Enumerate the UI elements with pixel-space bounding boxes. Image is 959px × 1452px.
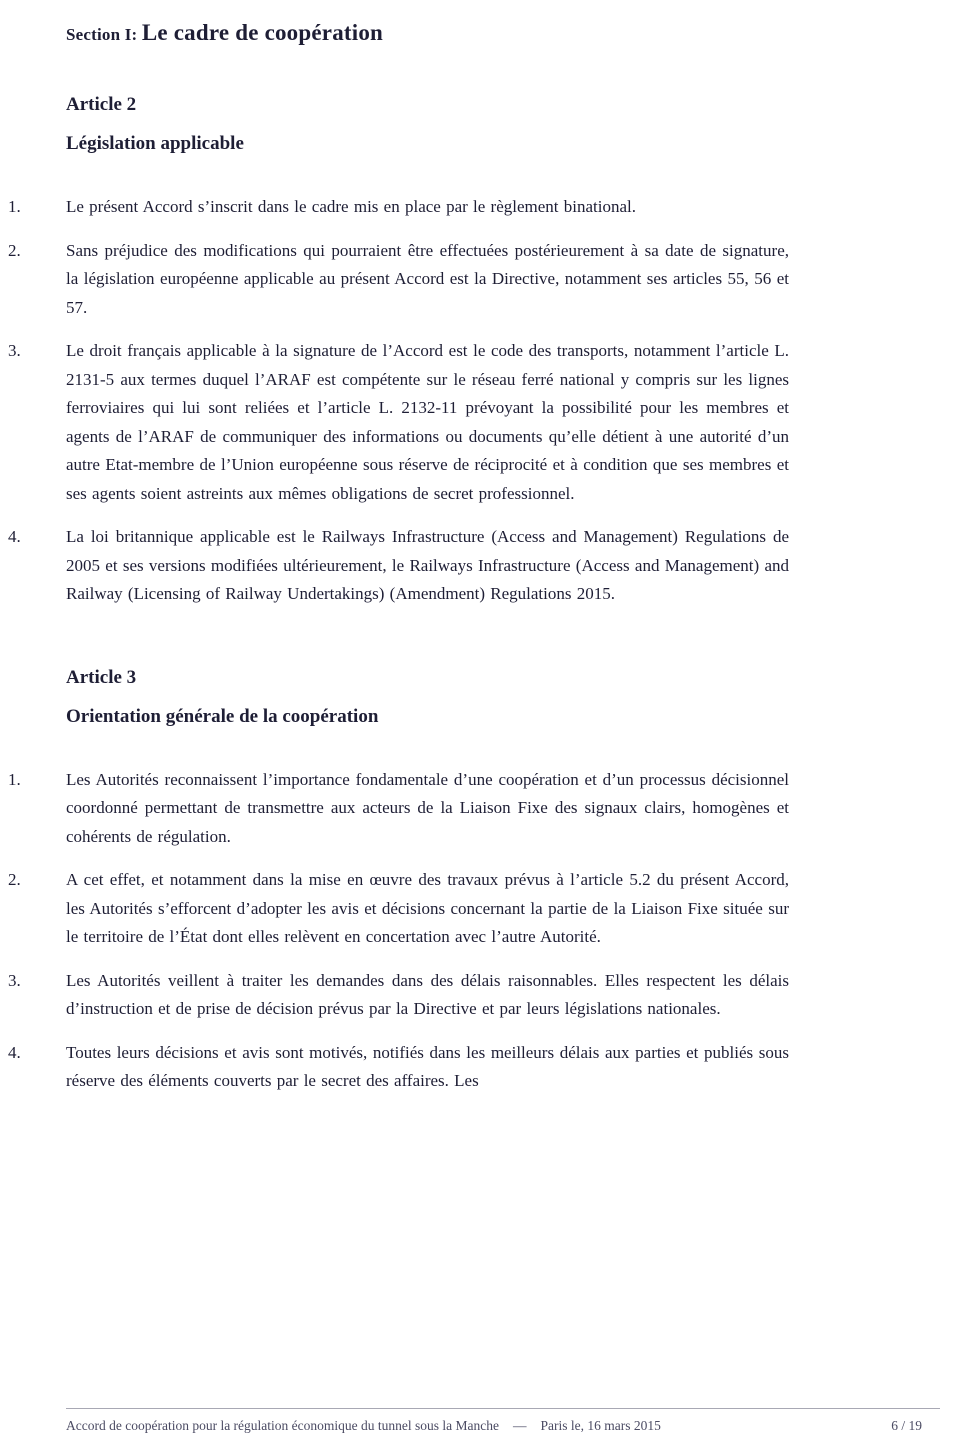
item-text: Les Autorités veillent à traiter les demandes dans des délais raisonnables. Elles respectent les délais d’instruction et de prise de décision prévus par la Directive et par leurs législations nationales. bbox=[66, 970, 789, 1018]
footer-date: Paris le, 16 mars 2015 bbox=[540, 1418, 661, 1433]
footer-document-title: Accord de coopération pour la régulation économique du tunnel sous la Manche bbox=[66, 1418, 499, 1433]
article-subtitle: Législation applicable bbox=[66, 133, 244, 154]
article-2 bbox=[8, 94, 789, 609]
article-3 bbox=[8, 666, 789, 1096]
page-number: 6 / 19 bbox=[891, 1418, 922, 1433]
item-number: 4. bbox=[8, 1042, 21, 1062]
article-subtitle: Orientation générale de la coopération bbox=[66, 705, 379, 727]
item-text: A cet effet, et notamment dans la mise en œuvre des travaux prévus à l’article 5.2 du présent Accord, les Autorités s’efforcent d’adopter les avis et décisions concernant la partie de la Liaison Fixe située sur le territoire de l’État dont elles relèvent en concertation avec l’autre Autorité. bbox=[66, 870, 789, 946]
item-number: 3. bbox=[8, 341, 21, 360]
section-heading bbox=[66, 20, 789, 46]
list-item bbox=[8, 967, 789, 1024]
item-text: Le présent Accord s’inscrit dans le cadre mis en place par le règlement binational. bbox=[66, 197, 636, 216]
list-item bbox=[8, 1039, 789, 1096]
list-item bbox=[8, 866, 789, 952]
list-item bbox=[8, 193, 789, 222]
item-number: 2. bbox=[8, 870, 21, 889]
item-number: 2. bbox=[8, 240, 21, 260]
article-title: Article 2 bbox=[66, 94, 137, 115]
item-text: La loi britannique applicable est le Railways Infrastructure (Access and Management) Regulations de 2005 et ses versions modifiées ultérieurement, le Railways Infrastructure (Access and Management) and Railway (Licensing of Railway Undertakings) (Amendment) Regulations 2015. bbox=[66, 527, 789, 603]
section-prefix: Section I: bbox=[66, 25, 138, 44]
section-title-text: Le cadre de coopération bbox=[141, 20, 384, 45]
item-text: Toutes leurs décisions et avis sont motivés, notifiés dans les meilleurs délais aux parties et publiés sous réserve des éléments couverts par le secret des affaires. Les bbox=[66, 1042, 789, 1090]
item-number: 3. bbox=[8, 970, 21, 990]
item-number: 1. bbox=[8, 769, 21, 789]
item-text: Les Autorités reconnaissent l’importance fondamentale d’une coopération et d’un processus décisionnel coordonné permettant de transmettre aux acteurs de la Liaison Fixe des signaux clairs, homogènes et cohérents de régulation. bbox=[66, 769, 789, 846]
page-footer bbox=[66, 1408, 940, 1434]
item-number: 4. bbox=[8, 527, 21, 546]
list-item bbox=[8, 523, 789, 609]
item-text: Le droit français applicable à la signature de l’Accord est le code des transports, notamment l’article L. 2131-5 aux termes duquel l’ARAF est compétente sur le réseau ferré national y compris sur les lignes ferroviaires qui lui sont reliées et l’article L. 2132-11 prévoyant la possibilité pour les membres et agents de l’ARAF de communiquer des informations ou documents qu’elle détient à une autorité d’un autre Etat-membre de l’Union européenne sous réserve de réciprocité et à condition que ses membres et ses agents soient astreints aux mêmes obligations de secret professionnel. bbox=[66, 341, 789, 503]
list-item bbox=[8, 237, 789, 323]
footer-separator: — bbox=[513, 1418, 527, 1433]
article-title: Article 3 bbox=[66, 666, 137, 688]
item-number: 1. bbox=[8, 197, 21, 216]
article-items bbox=[8, 193, 789, 609]
footer-left bbox=[66, 1418, 661, 1434]
list-item bbox=[8, 766, 789, 852]
article-items bbox=[8, 766, 789, 1096]
item-text: Sans préjudice des modifications qui pourraient être effectuées postérieurement à sa date de signature, la législation européenne applicable au présent Accord est la Directive, notamment ses articles 55, 56 et 57. bbox=[66, 240, 789, 317]
list-item bbox=[8, 337, 789, 508]
